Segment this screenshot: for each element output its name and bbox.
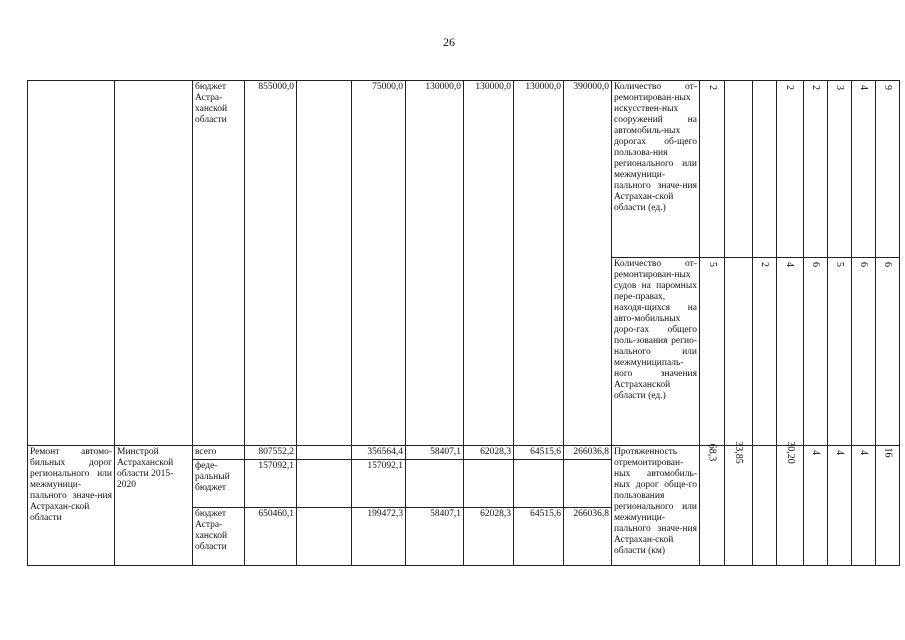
funding-source: бюджет Астра-ханской области: [193, 81, 245, 446]
indicator-value: 68,3: [700, 446, 725, 566]
indicator-value: 9: [876, 81, 900, 258]
table-row: [28, 446, 900, 460]
amount-2019: 266036,8: [564, 508, 612, 566]
page-number: 26: [443, 35, 455, 49]
indicator-value: 4: [776, 258, 804, 446]
total-amount: 855000,0: [245, 81, 297, 446]
amount-2015: 157092,1: [352, 460, 406, 508]
event-name: Ремонт автомо-бильных дорог регионального или межмуници-пального значе-ния Астрахан-ской области: [28, 446, 115, 566]
funding-source: феде-ральный бюджет: [193, 460, 245, 508]
indicator-value: 6: [852, 258, 876, 446]
indicator-value: 4: [828, 446, 852, 566]
indicator-value: 3: [828, 81, 852, 258]
indicator-value: 6: [804, 258, 828, 446]
amount-2015: 75000,0: [352, 81, 406, 446]
federal-amount: [297, 446, 352, 460]
indicator-value: [752, 81, 776, 258]
indicator-value: [725, 81, 753, 258]
federal-amount: [297, 81, 352, 446]
amount-2018: 64515,6: [514, 508, 564, 566]
funding-source: бюджет Астра-ханской области: [193, 508, 245, 566]
amount-2016: 58407,1: [406, 446, 464, 460]
program-table: [27, 80, 900, 566]
indicator-value: 4: [804, 446, 828, 566]
amount-2019: [564, 460, 612, 508]
amount-2016: 130000,0: [406, 81, 464, 446]
executor: Минстрой Астраханской области 2015-2020: [115, 446, 193, 566]
indicator-value: 6: [876, 258, 900, 446]
indicator-value: 2: [752, 258, 776, 446]
amount-2016: 58407,1: [406, 508, 464, 566]
total-amount: 807552,2: [245, 446, 297, 460]
indicator-value: 5: [700, 258, 725, 446]
indicator-value: 33,85: [725, 446, 753, 566]
indicator-text: Количество от-ремонтирован-ных судов на паромных пере-правах, находя-щихся на авто-мобильных доро-гах общего поль-зования регио-нального или межмуниципаль-ного значения Астраханской области (ед.): [612, 258, 700, 446]
indicator-value: 30,20: [776, 446, 804, 566]
indicator-value: 2: [776, 81, 804, 258]
amount-2019: 390000,0: [564, 81, 612, 446]
total-amount: 650460,1: [245, 508, 297, 566]
amount-2015: 356564,4: [352, 446, 406, 460]
indicator-value: 4: [852, 446, 876, 566]
federal-amount: [297, 460, 352, 508]
total-amount: 157092,1: [245, 460, 297, 508]
indicator-value: 2: [700, 81, 725, 258]
indicator-value: [752, 446, 776, 566]
table-row: [28, 81, 900, 258]
amount-2017: 62028,3: [464, 508, 514, 566]
event-name-cell: [28, 81, 115, 446]
amount-2017: 130000,0: [464, 81, 514, 446]
indicator-value: 16: [876, 446, 900, 566]
amount-2019: 266036,8: [564, 446, 612, 460]
amount-2017: [464, 460, 514, 508]
indicator-value: 4: [852, 81, 876, 258]
executor-cell: [115, 81, 193, 446]
federal-amount: [297, 508, 352, 566]
amount-2018: 64515,6: [514, 446, 564, 460]
amount-2018: [514, 460, 564, 508]
indicator-text: Протяженность отремонтирован-ных автомобиль-ных дорог обще-го пользования регионального или межмуници-пального значе-ния Астрахан-ской области (км): [612, 446, 700, 566]
amount-2016: [406, 460, 464, 508]
indicator-value: 5: [828, 258, 852, 446]
amount-2015: 199472,3: [352, 508, 406, 566]
funding-source: всего: [193, 446, 245, 460]
indicator-value: [725, 258, 753, 446]
indicator-text: Количество от-ремонтирован-ных искусствен-ных сооружений на автомобиль-ных дорогах об-щего пользова-ния регионального или межмуници-пального значе-ния Астрахан-ской области (ед.): [612, 81, 700, 258]
indicator-value: 2: [804, 81, 828, 258]
amount-2018: 130000,0: [514, 81, 564, 446]
amount-2017: 62028,3: [464, 446, 514, 460]
